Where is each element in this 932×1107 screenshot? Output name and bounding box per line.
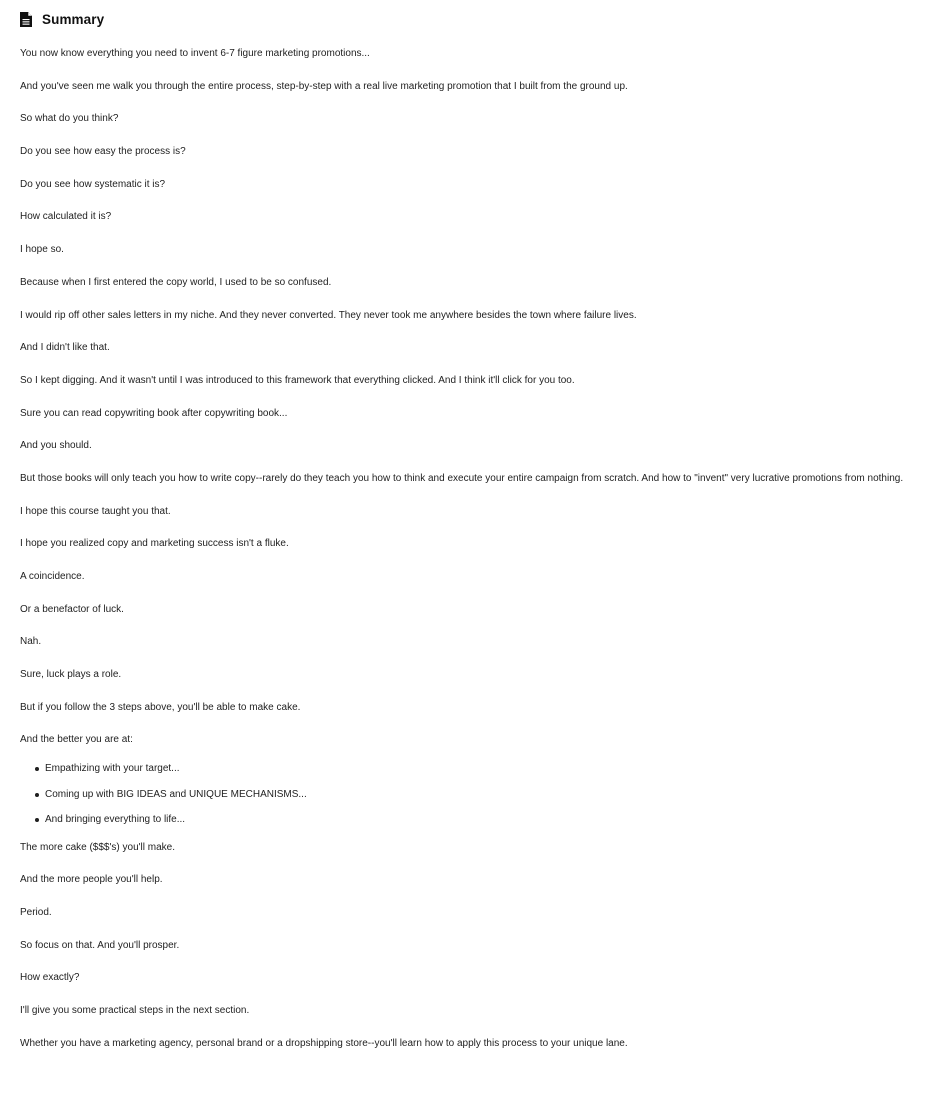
list-item — [35, 788, 912, 802]
paragraph: And you've seen me walk you through the entire process, step-by-step with a real live marketing promotion that I built from the ground up. — [20, 80, 628, 92]
bullet-list — [20, 762, 912, 827]
paragraph: But those books will only teach you how to write copy--rarely do they teach you how to think and execute your entire campaign from scratch. And how to "invent" very lucrative promotions from nothing. — [20, 472, 904, 484]
paragraph: So what do you think? — [20, 113, 119, 125]
page-title: Summary — [42, 11, 105, 27]
paragraph: And the better you are at: — [20, 734, 133, 746]
body-bottom — [20, 839, 912, 1054]
paragraph: Or a benefactor of luck. — [20, 603, 124, 615]
paragraph: You now know everything you need to invent 6-7 figure marketing promotions... — [20, 48, 370, 59]
bullet-dot — [35, 793, 39, 797]
list-item-text: Empathizing with your target... — [45, 763, 180, 775]
paragraph: The more cake ($$$'s) you'll make. — [20, 841, 175, 853]
paragraph: I hope this course taught you that. — [20, 505, 171, 517]
paragraph: I hope you realized copy and marketing success isn't a fluke. — [20, 538, 289, 550]
paragraph: I'll give you some practical steps in the next section. — [20, 1005, 250, 1017]
paragraph: And I didn't like that. — [20, 342, 110, 354]
paragraph: I would rip off other sales letters in my niche. And they never converted. They never took me anywhere besides the town where failure lives. — [20, 309, 637, 321]
paragraph: Do you see how systematic it is? — [20, 178, 166, 190]
list-item — [35, 762, 912, 776]
paragraph: So focus on that. And you'll prosper. — [20, 939, 180, 951]
bullet-dot — [35, 818, 39, 822]
list-item-text: Coming up with BIG IDEAS and UNIQUE MECHANISMS... — [45, 788, 307, 800]
paragraph: Nah. — [20, 636, 42, 648]
paragraph: Sure you can read copywriting book after copywriting book... — [20, 407, 288, 419]
paragraph: Sure, luck plays a role. — [20, 669, 122, 681]
paragraph: A coincidence. — [20, 571, 85, 582]
paragraph: And the more people you'll help. — [20, 874, 163, 886]
paragraph: So I kept digging. And it wasn't until I was introduced to this framework that everything clicked. And I think it'll click for you too. — [20, 374, 575, 386]
paragraph: Whether you have a marketing agency, personal brand or a dropshipping store--you'll learn how to apply this process to your unique lane. — [20, 1037, 628, 1049]
paragraph: But if you follow the 3 steps above, you'll be able to make cake. — [20, 701, 301, 713]
bullet-dot — [35, 767, 39, 771]
paragraph: How calculated it is? — [20, 211, 112, 223]
paragraph: How exactly? — [20, 972, 80, 984]
document-icon — [20, 12, 32, 27]
paragraph: I hope so. — [20, 244, 64, 256]
list-item-text: And bringing everything to life... — [45, 814, 186, 826]
paragraph: Because when I first entered the copy world, I used to be so confused. — [20, 276, 332, 288]
body-top — [20, 45, 912, 750]
paragraph: Do you see how easy the process is? — [20, 146, 186, 158]
paragraph: Period. — [20, 907, 52, 918]
list-item — [35, 813, 912, 827]
section-header — [20, 0, 912, 29]
paragraph: And you should. — [20, 440, 92, 452]
